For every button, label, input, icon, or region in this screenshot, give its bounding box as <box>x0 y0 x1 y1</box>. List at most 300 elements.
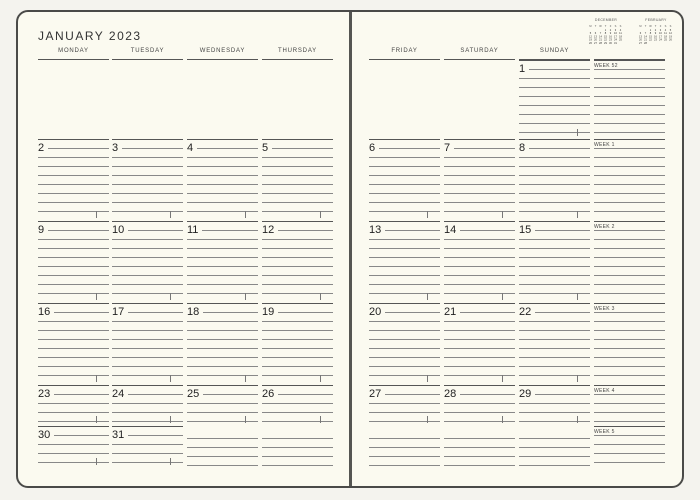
notes-line <box>519 465 590 466</box>
mini-calendar-day: 13 <box>639 35 642 39</box>
week-note-line <box>594 230 665 231</box>
mini-calendar-weekday: S <box>664 25 667 28</box>
day-cell-top-rule <box>519 385 590 386</box>
mini-calendar-day: 7 <box>644 32 647 36</box>
writing-line <box>187 348 258 349</box>
notes-line <box>369 465 440 466</box>
date-number: 31 <box>112 430 128 441</box>
writing-line <box>112 357 183 358</box>
week-note-line <box>594 132 665 133</box>
writing-line <box>262 348 333 349</box>
mini-calendar-day: 25 <box>619 38 622 42</box>
mini-calendar-day: 19 <box>589 38 592 42</box>
mini-calendar-day: 26 <box>669 38 672 42</box>
week-note-line <box>594 105 665 106</box>
writing-line <box>187 403 258 404</box>
mini-calendar-day: 24 <box>659 38 662 42</box>
mini-calendar-day: 28 <box>644 42 647 45</box>
writing-line <box>38 148 109 149</box>
week-note-line <box>594 123 665 124</box>
week-note-line <box>594 284 665 285</box>
day-header-saturday: SATURDAY <box>460 48 499 54</box>
writing-line <box>112 339 183 340</box>
notes-line <box>187 456 258 457</box>
writing-line <box>38 366 109 367</box>
day-header-rule <box>38 59 109 60</box>
writing-line <box>187 211 258 212</box>
week-note-line <box>594 202 665 203</box>
day-cell-top-rule <box>444 303 515 304</box>
week-note-line <box>594 421 665 422</box>
writing-line <box>187 421 258 422</box>
mini-calendar-day: 17 <box>614 35 617 39</box>
notes-line <box>262 438 333 439</box>
cell-tick-mark <box>170 375 171 382</box>
date-number: 22 <box>519 307 535 318</box>
day-cell-top-rule <box>444 221 515 222</box>
writing-line <box>38 375 109 376</box>
writing-line <box>444 266 515 267</box>
writing-line <box>369 293 440 294</box>
writing-line <box>519 166 590 167</box>
day-cell-top-rule <box>519 221 590 222</box>
mini-calendar-day: 1 <box>604 28 607 32</box>
cell-tick-mark <box>245 293 246 300</box>
mini-calendar-day: 20 <box>594 38 597 42</box>
writing-line <box>38 211 109 212</box>
week-note-line <box>594 321 665 322</box>
writing-line <box>262 321 333 322</box>
writing-line <box>444 348 515 349</box>
week-block-top-rule <box>594 385 665 386</box>
date-number: 18 <box>187 307 203 318</box>
mini-calendar-day: 9 <box>609 32 612 36</box>
writing-line <box>112 462 183 463</box>
writing-line <box>38 321 109 322</box>
mini-calendar-weekday: F <box>659 25 662 28</box>
week-note-line <box>594 357 665 358</box>
writing-line <box>444 184 515 185</box>
date-number: 7 <box>444 143 454 154</box>
week-label: WEEK 4 <box>594 388 615 394</box>
writing-line <box>112 412 183 413</box>
writing-line <box>187 293 258 294</box>
cell-tick-mark <box>96 458 97 465</box>
cell-tick-mark <box>427 375 428 382</box>
date-number: 8 <box>519 143 529 154</box>
day-cell-top-rule <box>262 139 333 140</box>
mini-calendar-day: 4 <box>619 28 622 32</box>
mini-calendar-day: 8 <box>649 32 652 36</box>
day-header-thursday: THURSDAY <box>278 48 317 54</box>
writing-line <box>262 148 333 149</box>
mini-calendar-day: 14 <box>644 35 647 39</box>
writing-line <box>369 239 440 240</box>
writing-line <box>112 403 183 404</box>
writing-line <box>262 157 333 158</box>
day-cell-top-rule <box>187 385 258 386</box>
mini-calendar-day: 7 <box>599 32 602 36</box>
writing-line <box>444 166 515 167</box>
mini-calendar-weekday: S <box>669 25 672 28</box>
day-cell-top-rule <box>38 221 109 222</box>
day-cell-top-rule <box>444 385 515 386</box>
mini-calendar-weekday: T <box>604 25 607 28</box>
writing-line <box>369 211 440 212</box>
week-note-line <box>594 239 665 240</box>
writing-line <box>519 257 590 258</box>
writing-line <box>519 339 590 340</box>
writing-line <box>369 339 440 340</box>
cell-tick-mark <box>245 375 246 382</box>
writing-line <box>112 239 183 240</box>
writing-line <box>519 202 590 203</box>
writing-line <box>112 293 183 294</box>
writing-line <box>187 248 258 249</box>
writing-line <box>262 248 333 249</box>
week-note-line <box>594 148 665 149</box>
mini-calendar-day: 25 <box>664 38 667 42</box>
day-cell-top-rule <box>112 139 183 140</box>
writing-line <box>38 275 109 276</box>
writing-line <box>187 412 258 413</box>
writing-line <box>444 193 515 194</box>
date-number: 11 <box>187 225 202 236</box>
cell-tick-mark <box>245 416 246 423</box>
mini-calendar-day: 20 <box>639 38 642 42</box>
writing-line <box>187 193 258 194</box>
day-cell-top-rule <box>112 303 183 304</box>
week-note-line <box>594 293 665 294</box>
notes-line <box>369 456 440 457</box>
writing-line <box>262 293 333 294</box>
mini-calendar-day: 30 <box>609 42 612 45</box>
writing-line <box>519 421 590 422</box>
writing-line <box>369 275 440 276</box>
week-label: WEEK 5 <box>594 429 615 435</box>
mini-calendar-weekday: T <box>654 25 657 28</box>
writing-line <box>519 275 590 276</box>
writing-line <box>369 248 440 249</box>
writing-line <box>444 321 515 322</box>
notes-line <box>444 465 515 466</box>
writing-line <box>38 412 109 413</box>
writing-line <box>112 257 183 258</box>
writing-line <box>187 184 258 185</box>
writing-line <box>519 266 590 267</box>
date-number: 25 <box>187 389 203 400</box>
week-note-line <box>594 275 665 276</box>
week-label: WEEK 1 <box>594 142 615 148</box>
cell-tick-mark <box>170 416 171 423</box>
writing-line <box>38 462 109 463</box>
writing-line <box>519 412 590 413</box>
week-note-line <box>594 257 665 258</box>
writing-line <box>519 78 590 79</box>
mini-calendar-day: 27 <box>594 42 597 45</box>
writing-line <box>187 366 258 367</box>
week-note-line <box>594 330 665 331</box>
writing-line <box>519 248 590 249</box>
week-note-line <box>594 248 665 249</box>
writing-line <box>187 330 258 331</box>
writing-line <box>369 421 440 422</box>
writing-line <box>369 148 440 149</box>
writing-line <box>444 211 515 212</box>
writing-line <box>369 412 440 413</box>
notes-line <box>262 447 333 448</box>
week-block-top-rule <box>594 426 665 427</box>
mini-calendar-weekday: M <box>589 25 592 28</box>
day-cell-top-rule <box>444 139 515 140</box>
day-cell-top-rule <box>38 385 109 386</box>
date-number: 14 <box>444 225 460 236</box>
writing-line <box>112 175 183 176</box>
writing-line <box>38 284 109 285</box>
writing-line <box>38 166 109 167</box>
week-block-top-rule <box>594 221 665 222</box>
writing-line <box>262 202 333 203</box>
date-number: 9 <box>38 225 48 236</box>
writing-line <box>112 321 183 322</box>
cell-tick-mark <box>320 375 321 382</box>
writing-line <box>369 202 440 203</box>
mini-calendar-day: 22 <box>649 38 652 42</box>
writing-line <box>112 375 183 376</box>
mini-calendar-day: 9 <box>654 32 657 36</box>
mini-calendar-day: 19 <box>669 35 672 39</box>
writing-line <box>444 403 515 404</box>
mini-calendar-day: 15 <box>604 35 607 39</box>
mini-calendar-title: DECEMBER <box>594 18 618 22</box>
date-number: 29 <box>519 389 535 400</box>
day-cell-top-rule <box>519 303 590 304</box>
day-cell-top-rule <box>369 385 440 386</box>
writing-line <box>444 275 515 276</box>
writing-line <box>38 293 109 294</box>
day-cell-top-rule <box>187 303 258 304</box>
mini-calendar-december <box>588 18 624 48</box>
notes-line <box>444 438 515 439</box>
writing-line <box>112 193 183 194</box>
date-number: 6 <box>369 143 379 154</box>
mini-calendar-day: 23 <box>609 38 612 42</box>
writing-line <box>519 175 590 176</box>
writing-line <box>112 453 183 454</box>
writing-line <box>38 266 109 267</box>
mini-calendar-day: 10 <box>659 32 662 36</box>
date-number: 24 <box>112 389 128 400</box>
writing-line <box>519 148 590 149</box>
writing-line <box>444 248 515 249</box>
writing-line <box>187 321 258 322</box>
date-number: 5 <box>262 143 272 154</box>
writing-line <box>262 375 333 376</box>
mini-calendar-day: 3 <box>614 28 617 32</box>
writing-line <box>112 202 183 203</box>
writing-line <box>38 339 109 340</box>
week-note-line <box>594 184 665 185</box>
cell-tick-mark <box>427 211 428 218</box>
cell-tick-mark <box>502 416 503 423</box>
week-note-line <box>594 394 665 395</box>
mini-calendar-day: 31 <box>614 42 617 45</box>
writing-line <box>444 239 515 240</box>
mini-calendar-day: 5 <box>669 28 672 32</box>
day-header-rule <box>369 59 440 60</box>
writing-line <box>519 293 590 294</box>
writing-line <box>444 339 515 340</box>
writing-line <box>262 257 333 258</box>
writing-line <box>112 184 183 185</box>
date-number: 21 <box>444 307 460 318</box>
cell-tick-mark <box>96 293 97 300</box>
cell-tick-mark <box>96 416 97 423</box>
date-number: 26 <box>262 389 278 400</box>
cell-tick-mark <box>170 293 171 300</box>
writing-line <box>262 403 333 404</box>
writing-line <box>112 366 183 367</box>
date-number: 27 <box>369 389 385 400</box>
writing-line <box>262 266 333 267</box>
week-note-line <box>594 211 665 212</box>
writing-line <box>369 184 440 185</box>
writing-line <box>187 284 258 285</box>
writing-line <box>187 239 258 240</box>
writing-line <box>519 105 590 106</box>
writing-line <box>38 230 109 231</box>
mini-calendar-day: 3 <box>659 28 662 32</box>
writing-line <box>38 357 109 358</box>
day-header-monday: MONDAY <box>58 48 89 54</box>
week-block-top-rule <box>594 139 665 140</box>
writing-line <box>262 339 333 340</box>
mini-calendar-weekday: S <box>614 25 617 28</box>
mini-calendar-day: 10 <box>614 32 617 36</box>
week-block-top-rule <box>594 303 665 304</box>
mini-calendar-day: 12 <box>669 32 672 36</box>
writing-line <box>444 421 515 422</box>
mini-calendar-day: 23 <box>654 38 657 42</box>
writing-line <box>112 157 183 158</box>
week-note-line <box>594 462 665 463</box>
mini-calendar-day: 2 <box>654 28 657 32</box>
notes-line <box>369 438 440 439</box>
notes-line <box>187 465 258 466</box>
writing-line <box>444 157 515 158</box>
day-header-wednesday: WEDNESDAY <box>199 48 246 54</box>
cell-tick-mark <box>245 211 246 218</box>
cell-tick-mark <box>577 211 578 218</box>
mini-calendar-day: 18 <box>664 35 667 39</box>
day-cell-top-rule <box>369 221 440 222</box>
week-note-line <box>594 339 665 340</box>
date-number: 17 <box>112 307 128 318</box>
writing-line <box>262 193 333 194</box>
writing-line <box>112 148 183 149</box>
mini-calendar-day: 18 <box>619 35 622 39</box>
writing-line <box>112 348 183 349</box>
writing-line <box>519 96 590 97</box>
day-cell-top-rule <box>38 303 109 304</box>
writing-line <box>444 357 515 358</box>
writing-line <box>519 132 590 133</box>
writing-line <box>369 157 440 158</box>
mini-calendar-day: 21 <box>644 38 647 42</box>
cell-tick-mark <box>577 293 578 300</box>
writing-line <box>262 366 333 367</box>
writing-line <box>519 193 590 194</box>
writing-line <box>187 357 258 358</box>
writing-line <box>262 330 333 331</box>
mini-calendar-weekday: S <box>619 25 622 28</box>
writing-line <box>444 293 515 294</box>
day-cell-top-rule <box>38 139 109 140</box>
day-cell-top-rule <box>112 221 183 222</box>
mini-calendar-february <box>638 18 674 48</box>
mini-calendar-day: 6 <box>639 32 642 36</box>
writing-line <box>444 375 515 376</box>
writing-line <box>519 211 590 212</box>
writing-line <box>369 284 440 285</box>
week-note-line <box>594 166 665 167</box>
mini-calendar-grid <box>588 24 624 46</box>
mini-calendar-weekday: M <box>639 25 642 28</box>
day-header-rule <box>187 59 258 60</box>
day-cell-top-rule <box>187 139 258 140</box>
week-label: WEEK 2 <box>594 224 615 230</box>
writing-line <box>112 211 183 212</box>
writing-line <box>187 375 258 376</box>
writing-line <box>112 330 183 331</box>
week-note-line <box>594 444 665 445</box>
writing-line <box>112 444 183 445</box>
writing-line <box>38 193 109 194</box>
date-number: 19 <box>262 307 278 318</box>
week-block-top-rule <box>594 60 665 61</box>
week-note-line <box>594 435 665 436</box>
writing-line <box>519 239 590 240</box>
week-note-line <box>594 453 665 454</box>
writing-line <box>187 148 258 149</box>
writing-line <box>38 157 109 158</box>
writing-line <box>444 257 515 258</box>
date-number: 2 <box>38 143 48 154</box>
writing-line <box>369 357 440 358</box>
writing-line <box>187 257 258 258</box>
writing-line <box>369 193 440 194</box>
day-header-rule <box>444 59 515 60</box>
writing-line <box>112 166 183 167</box>
notes-line <box>444 456 515 457</box>
week-note-line <box>594 87 665 88</box>
writing-line <box>112 248 183 249</box>
writing-line <box>187 275 258 276</box>
writing-line <box>187 166 258 167</box>
writing-line <box>187 175 258 176</box>
mini-calendar-day: 4 <box>664 28 667 32</box>
mini-calendar-day: 29 <box>604 42 607 45</box>
date-number: 28 <box>444 389 460 400</box>
week-note-line <box>594 69 665 70</box>
date-number: 20 <box>369 307 385 318</box>
book-spine <box>349 12 352 486</box>
cell-tick-mark <box>577 129 578 136</box>
writing-line <box>262 239 333 240</box>
mini-calendar-day: 14 <box>599 35 602 39</box>
cell-tick-mark <box>170 458 171 465</box>
writing-line <box>262 175 333 176</box>
